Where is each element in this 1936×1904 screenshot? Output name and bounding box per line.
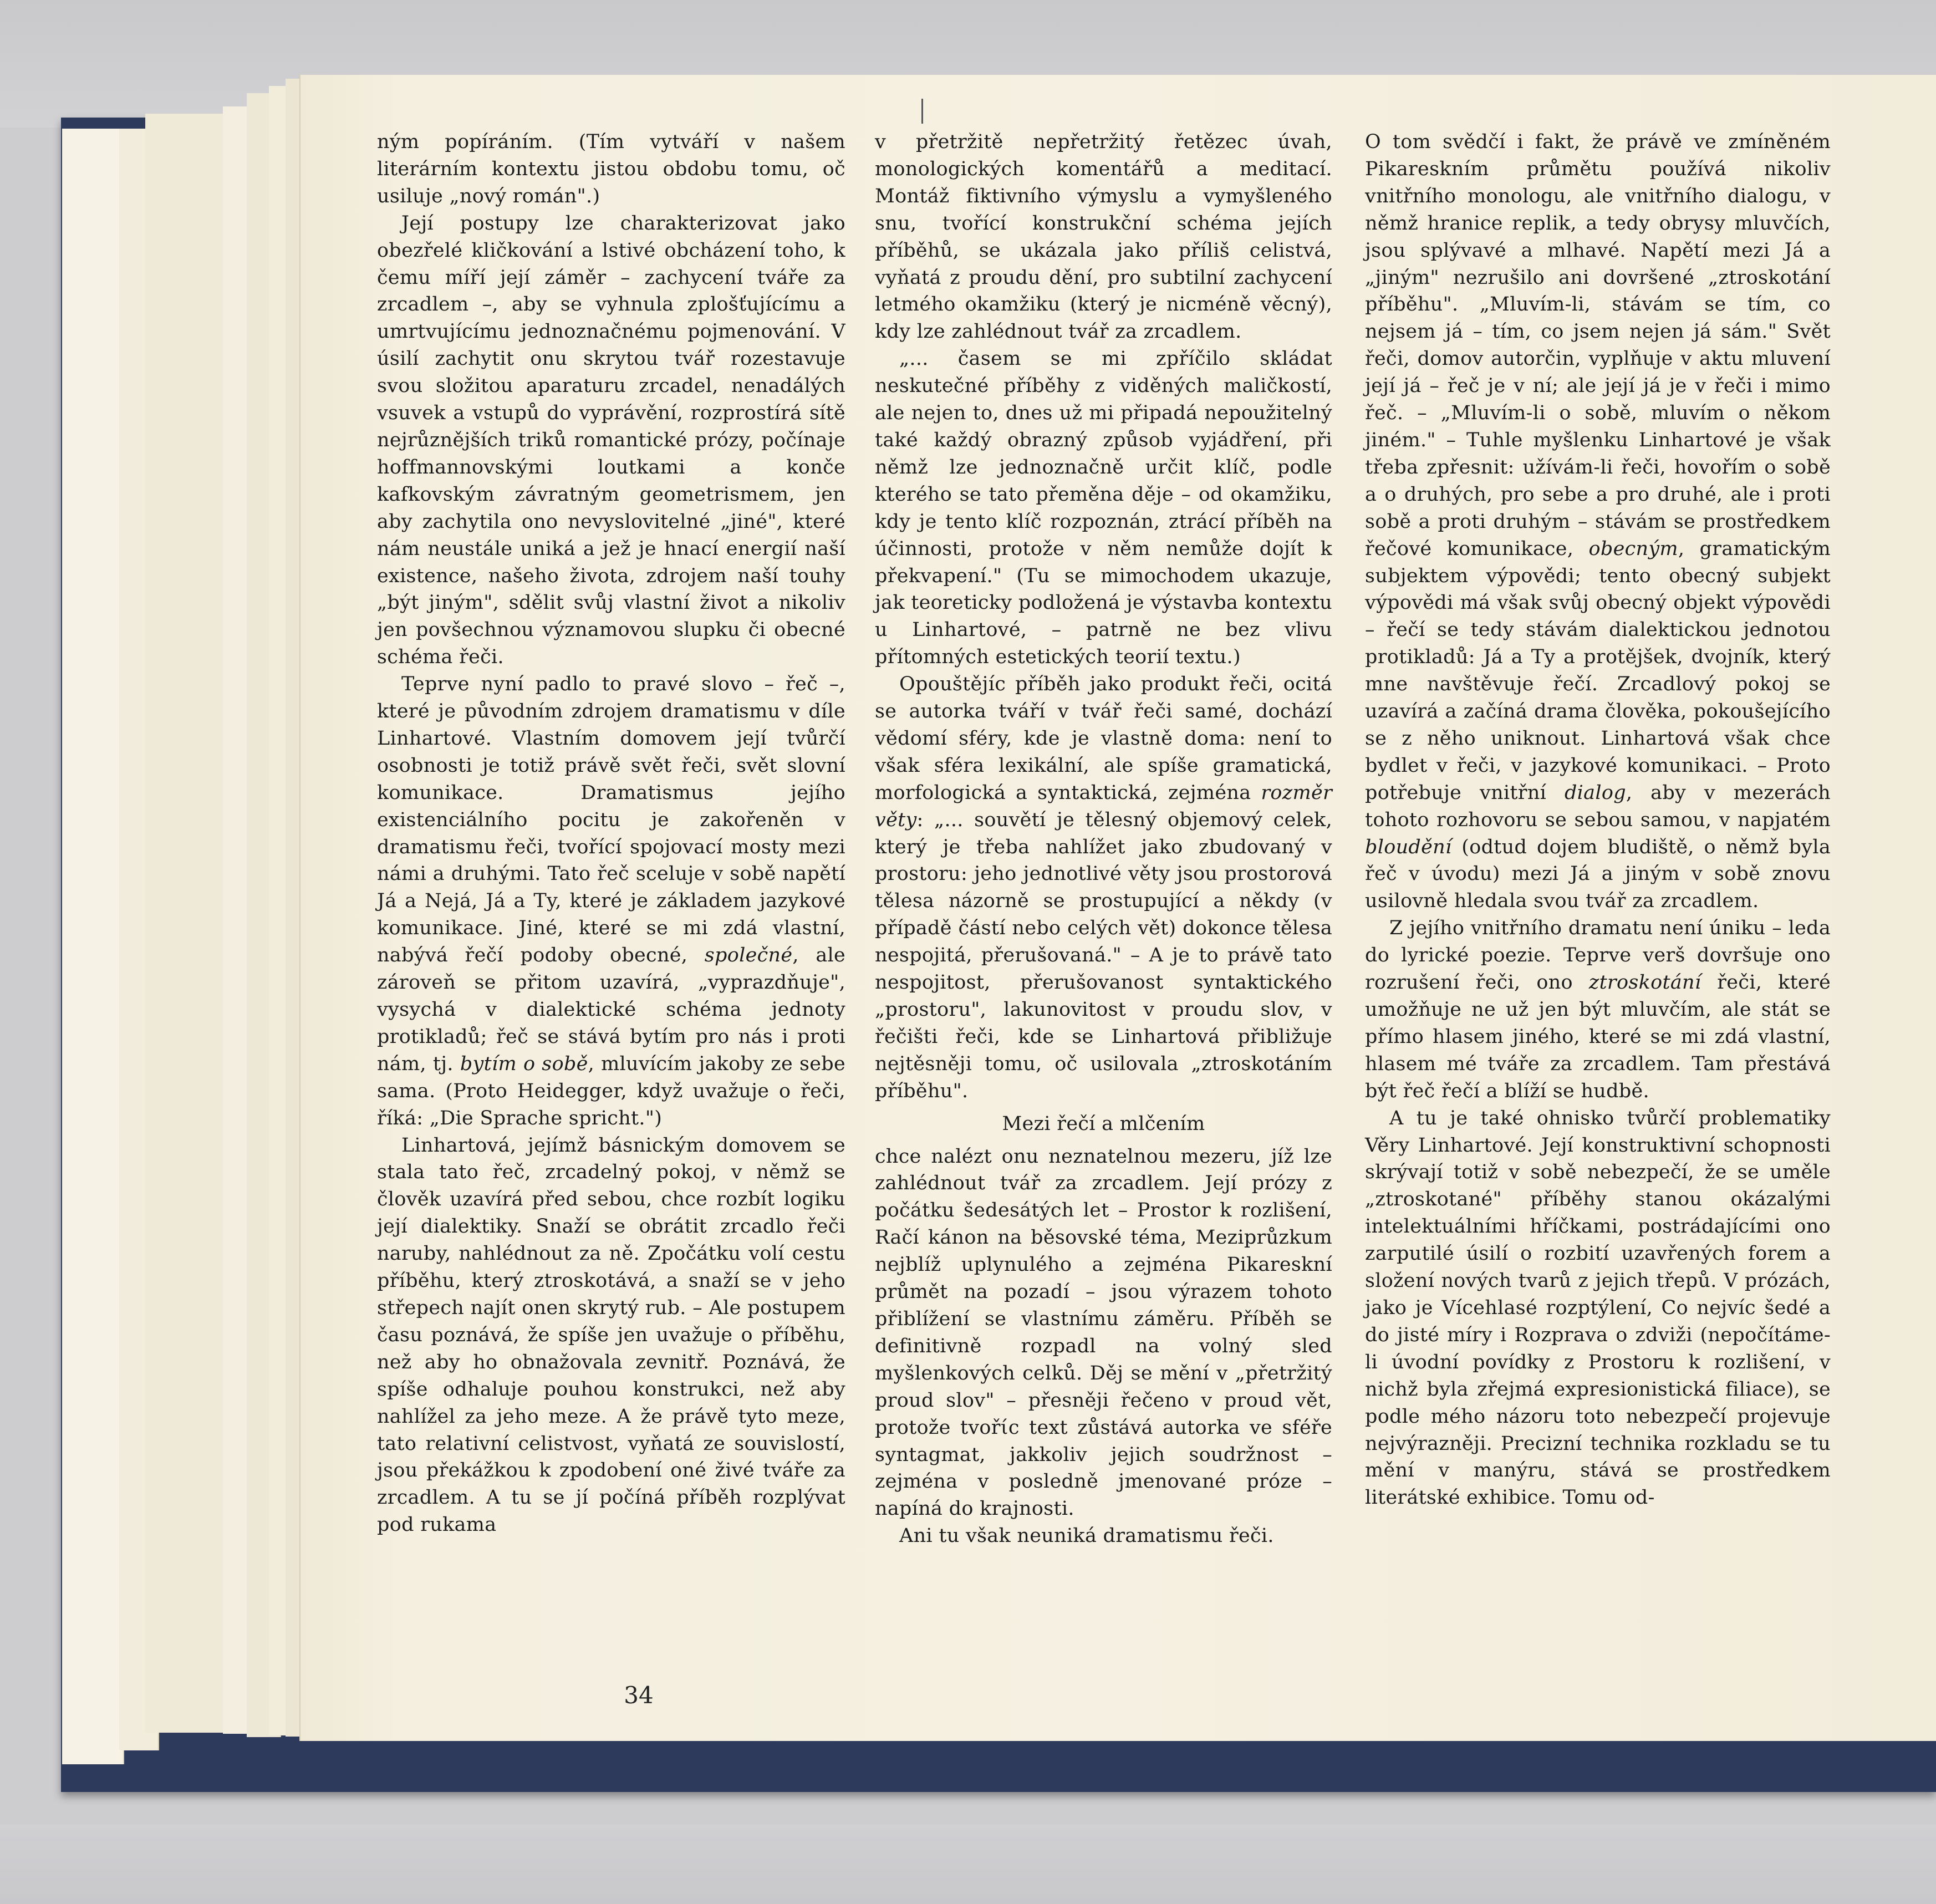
paragraph: „... časem se mi zpříčilo skládat neskutečné příběhy z viděných maličkostí, ale nejen to, dnes už mi připadá nepoužitelný také každý obrazný způsob vyjádření, při němž lze jednoznačně určit klíč, podle kterého se tato přeměna děje – od okamžiku, kdy je tento klíč rozpoznán, ztrácí příběh na účinnosti, protože v něm nemůže dojít k překvapení." (Tu se mimochodem ukazuje, jak teoreticky podložená je výstavba kontextu u Linhartové, – patrně ne bez vlivu přítomných estetických teorií textu.): [875, 348, 1332, 669]
background-bottom: [0, 1824, 1936, 1904]
page-edge: [145, 114, 230, 1733]
text-column-1: [377, 129, 845, 1539]
page-number: 34: [624, 1682, 654, 1709]
paragraph: O tom svědčí i fakt, že právě ve zmíněném Pikareskním průmětu používá nikoliv vnitřního monologu, ale vnitřního dialogu, v němž hranice replik, a tedy obrysy mluvčích, jsou splývavé a mlhavé. Napětí mezi Já a „jiným" nezrušilo ani dovršené „ztroskotání příběhu". „Mluvím-li, stávám se tím, co nejsem já – tím, co jsem nejen já sám." Svět řeči, domov autorčin, vyplňuje v aktu mluvení její já – řeč je v ní; ale její já je v řeči i mimo řeč. – „Mluvím-li o sobě, mluvím o někom jiném." – Tuhle myšlenku Linhartové je však třeba zpřesnit: užívám-li řeči, hovořím o sobě a o druhých, pro sebe a pro druhé, ale i proti sobě a proti druhým – stávám se prostředkem řečové komunikace, obecným, gramatickým subjektem výpovědi; tento obecný subjekt výpovědi má však svůj obecný objekt výpovědi – řečí se tedy stávám dialektickou jednotou protikladů: Já a Ty a protějšek, dvojník, který mne navštěvuje řečí. Zrcadlový pokoj se uzavírá a začíná drama člověka, pokoušejícího se z něho uniknout. Linhartová však chce bydlet v řeči, v jazykové komunikaci. – Proto potřebuje vnitřní dialog, aby v mezerách tohoto rozhovoru se sebou samou, v napjatém bloudění (odtud dojem bludiště, o němž byla řeč v úvodu) mezi Já a jiným v sobě znovu usilovně hledala svou tvář za zrcadlem.: [1365, 131, 1831, 913]
paragraph: v přetržitě nepřetržitý řetězec úvah, monologických komentářů a meditací. Montáž fiktivního výmyslu a vymyšleného snu, tvořící konstrukční schéma jejích příběhů, se ukázala jako příliš celistvá, vyňatá z proudu dění, pro subtilní zachycení letmého okamžiku (který je nicméně věcný), kdy lze zahlédnout tvář za zrcadlem.: [875, 131, 1332, 343]
paragraph: Z jejího vnitřního dramatu není úniku – leda do lyrické poezie. Teprve verš dovršuje ono rozrušení řeči, ono ztroskotání řeči, které umožňuje ne už jen být mluvčím, ale stát se přímo hlasem jiného, které se mi zdá vlastní, hlasem mé tváře za zrcadlem. Tam přestává být řeč řečí a blíží se hudbě.: [1365, 917, 1831, 1102]
paragraph: A tu je také ohnisko tvůrčí problematiky Věry Linhartové. Její konstruktivní schopnosti skrývají totiž v sobě nebezpečí, že se uměle „ztroskotané" příběhy stanou okázalými intelektuálními hříčkami, postrádajícími ono zarputilé úsilí o rozbití uzavřených forem a složení nových tvarů z jejich třepů. V prózách, jako je Vícehlasé rozptýlení, Co nejvíc šedé a do jisté míry i Rozprava o zdviži (nepočítáme-li úvodní povídky z Prostoru k rozlišení, v nichž byla zřejmá expresionistická filiace), se podle mého názoru toto nebezpečí projevuje nejvýrazněji. Precizní technika rozkladu se tu mění v manýru, stává se prostředkem literátské exhibice. Tomu od-: [1365, 1107, 1831, 1509]
text-column-2: [875, 129, 1332, 1550]
paragraph: ným popíráním. (Tím vytváří v našem literárním kontextu jistou obdobu tomu, oč usiluje „nový román".): [377, 131, 845, 207]
paragraph: Opouštějíc příběh jako produkt řeči, ocitá se autorka tváří v tvář řeči samé, dochází vědomí sféry, kde je vlastně doma: není to však sféra lexikální, ale spíše gramatická, morfologická a syntaktická, zejména rozměr věty: „... souvětí je tělesný objemový celek, který je třeba nahlížet jako zbudovaný v prostoru: jeho jednotlivé věty jsou prostorová tělesa názorně se prostupující a někdy (v případě částí nebo celých vět) dokonce tělesa nespojitá, přerušovaná." – A je to právě tato nespojitost, přerušovanost syntaktického „prostoru", lakunovitost v proudu slov, v řečišti řeči, kde se Linhartová přibližuje nejtěsněji tomu, oč usilovala „ztroskotáním příběhu".: [875, 673, 1332, 1102]
section-heading: Mezi řečí a mlčením: [1002, 1112, 1205, 1135]
page-edge: [62, 129, 124, 1764]
paragraph: Linhartová, jejímž básnickým domovem se stala tato řeč, zrcadelný pokoj, v němž se člověk uzavírá před sebou, chce rozbít logiku její dialektiky. Snaží se obrátit zrcadlo řeči naruby, nahlédnout za ně. Zpočátku volí cestu příběhu, který ztroskotává, a snaží se v jeho střepech najít onen skrytý rub. – Ale postupem času poznává, že spíše jen uvažuje o příběhu, než aby ho obnažovala zevnitř. Poznává, že spíše odhaluje pouhou konstrukci, než aby nahlížel za jeho meze. A že právě tyto meze, tato relativní celistvost, vyňatá ze souvislostí, jsou překážkou k zpodobení oné živé tváře za zrcadlem. A tu se jí počíná příběh rozplývat pod rukama: [377, 1134, 845, 1536]
paragraph: Její postupy lze charakterizovat jako obezřelé kličkování a lstivé obcházení toho, k čemu míří její záměr – zachycení tváře za zrcadlem –, aby se vyhnula zplošťujícímu a umrtvujícímu jednoznačnému pojmenování. V úsilí zachytit onu skrytou tvář rozestavuje svou složitou aparaturu zrcadel, nenadálých vsuvek a vstupů do vyprávění, rozprostírá sítě nejrůznějších triků romantické prózy, počínaje hoffmannovskými loutkami a konče kafkovským závratným geometrismem, jen aby zachytila ono nevyslovitelné „jiné", které nám neustále uniká a jež je hnací energií naší existence, našeho života, zdrojem naší touhy „být jiným", sdělit svůj vlastní život a nikoliv jen povšechnou významovou slupku či obecné schéma řeči.: [377, 212, 845, 669]
text-column-3: [1365, 129, 1831, 1511]
paragraph: Ani tu však neuniká dramatismu řeči.: [899, 1525, 1274, 1547]
gutter-mark: [921, 99, 923, 124]
paragraph: chce nalézt onu neznatelnou mezeru, jíž lze zahlédnout tvář za zrcadlem. Její prózy z počátku šedesátých let – Prostor k rozlišení, Račí kánon na běsovské téma, Meziprůzkum nejblíž uplynulého a zejména Pikareskní průmět na pozadí – jsou výrazem tohoto přiblížení se vlastnímu záměru. Příběh se definitivně rozpadl na volný sled myšlenkových celků. Děj se mění v „přetržitý proud slov" – přesněji řečeno v proud vět, protože tvořίc text zůstává autorka ve sféře syntagmat, jakkoliv jejich soudržnost – zejména v posledně jmenované próze – napíná do krajnosti.: [875, 1145, 1332, 1520]
paragraph: Teprve nyní padlo to pravé slovo – řeč –, které je původním zdrojem dramatismu v díle Linhartové. Vlastním domovem její tvůrčí osobnosti je totiž právě svět řeči, svět slovní komunikace. Dramatismus jejího existenciálního pocitu je zakořeněn v dramatismu řeči, tvořící spojovací mosty mezi námi a druhými. Tato řeč sceluje v sobě napětí Já a Nejá, Já a Ty, které je základem jazykové komunikace. Jiné, které se mi zdá vlastní, nabývá řečí podoby obecné, společné, ale zároveň se přitom uzavírá, „vyprazdňuje", vysychá v dialektické schéma jednoty protikladů; řeč se stává bytím pro nás i proti nám, tj. bytím o sobě, mluvícím jakoby ze sebe sama. (Proto Heidegger, když uvažuje o řeči, říká: „Die Sprache spricht."): [377, 673, 846, 1129]
